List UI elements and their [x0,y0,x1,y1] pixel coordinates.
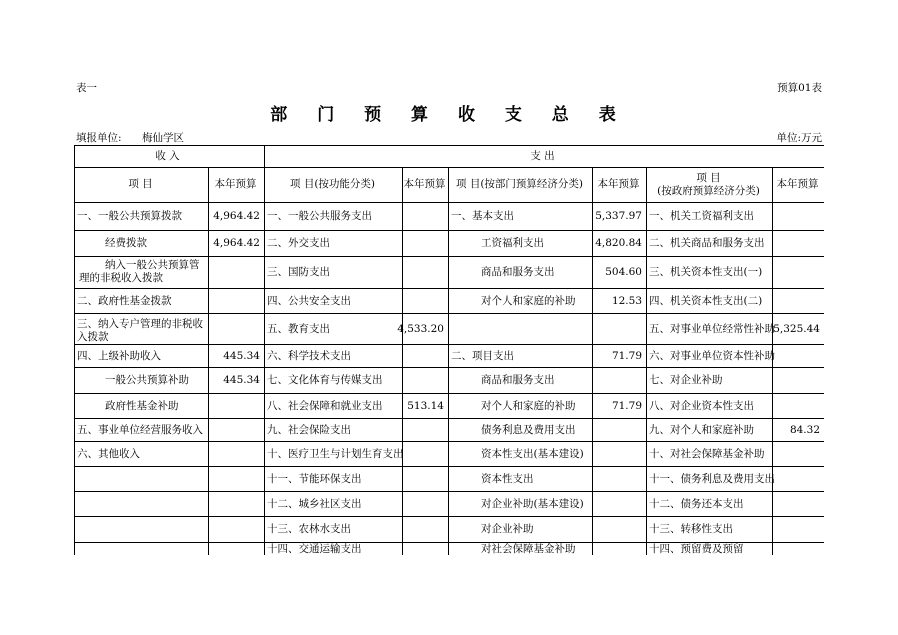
budget-item: 十二、债务还本支出 [649,497,744,510]
budget-item: 一般公共预算补助 [105,374,189,386]
budget-table [74,145,824,555]
budget-item: 十四、预留费及预留 [649,542,744,555]
budget-amount: 445.34 [223,374,260,386]
budget-item: 四、公共安全支出 [267,294,351,307]
budget-item: 商品和服务支出 [481,374,555,386]
budget-amount: 445.34 [223,349,260,362]
budget-item: 四、上级补助收入 [77,349,161,362]
budget-item: 对个人和家庭的补助 [481,294,576,307]
budget-amount: 71.79 [611,399,642,412]
budget-item: 八、社会保障和就业支出 [267,399,383,412]
budget-item: 二、项目支出 [451,349,514,362]
budget-item: 六、对事业单位资本性补助 [649,349,775,362]
budget-item: 政府性基金补助 [105,399,179,412]
budget-amount: 4,820.84 [595,237,642,249]
budget-amount: 504.60 [605,266,642,278]
budget-amount: 4,964.42 [213,237,260,249]
budget-item: 十、对社会保障基金补助 [649,447,765,460]
budget-amount: 84.32 [789,423,820,436]
budget-item: 三、纳入专户管理的非税收入拨款 [77,318,203,343]
budget-item: 债务利息及费用支出 [481,423,576,436]
unit-label: 填报单位: [76,132,122,144]
budget-item: 二、政府性基金拨款 [77,294,172,307]
table-code-right: 预算01表 [777,82,822,94]
budget-item: 二、外交支出 [267,237,330,249]
budget-item: 一、一般公共服务支出 [267,210,372,222]
column-header: 项 目(按功能分类) [289,178,376,190]
budget-item: 七、文化体育与传媒支出 [267,374,383,386]
budget-item: 纳入一般公共预算管理的非税收入拨款 [79,259,200,284]
table-vline [402,167,403,555]
budget-item: 六、科学技术支出 [267,349,351,362]
budget-item: 一、基本支出 [451,210,514,222]
budget-item: 九、对个人和家庭补助 [649,423,754,436]
page-title: 部 门 预 算 收 支 总 表 [270,105,628,125]
budget-item: 对个人和家庭的补助 [481,399,576,412]
budget-amount: 4,964.42 [213,210,260,222]
currency-unit: 单位:万元 [776,132,822,144]
budget-item: 五、对事业单位经常性补助 [649,322,775,335]
budget-item: 资本性支出 [481,472,534,485]
budget-item: 九、社会保险支出 [267,423,351,436]
column-header: 本年预算 [597,178,640,190]
budget-item: 五、事业单位经营服务收入 [77,423,203,436]
budget-amount: 5,337.97 [595,210,642,222]
budget-item: 三、国防支出 [267,266,330,278]
budget-amount: 5,325.44 [773,322,820,335]
budget-amount: 12.53 [611,294,642,307]
budget-item: 十一、节能环保支出 [267,472,362,485]
column-header: 项 目 (按政府预算经济分类) [657,171,760,197]
budget-item: 对社会保障基金补助 [481,542,576,555]
table-code-left: 表一 [76,82,97,94]
column-header: 本年预算 [214,178,257,190]
budget-item: 十三、农林水支出 [267,523,351,535]
unit-name: 梅仙学区 [142,132,184,144]
budget-item: 对企业补助 [481,523,534,535]
budget-item: 七、对企业补助 [649,374,723,386]
budget-amount: 513.14 [407,399,444,412]
column-header: 项 目 [128,178,153,190]
budget-item: 五、教育支出 [267,322,330,335]
column-header: 本年预算 [776,178,819,190]
budget-item: 十二、城乡社区支出 [267,497,362,510]
group-header-expense: 支 出 [530,150,555,162]
group-header-income: 收 入 [155,150,180,162]
column-header: 本年预算 [403,178,446,190]
column-header: 项 目(按部门预算经济分类) [455,178,584,190]
budget-item: 十、医疗卫生与计划生育支出 [267,447,404,460]
budget-item: 一、一般公共预算拨款 [77,210,182,222]
budget-amount: 71.79 [611,349,642,362]
budget-item: 四、机关资本性支出(二) [649,294,763,307]
budget-item: 二、机关商品和服务支出 [649,237,765,249]
budget-item: 十三、转移性支出 [649,523,733,535]
budget-item: 十四、交通运输支出 [267,542,362,555]
budget-item: 三、机关资本性支出(一) [649,266,763,278]
budget-item: 商品和服务支出 [481,266,555,278]
budget-item: 十一、债务利息及费用支出 [649,472,775,485]
budget-item: 对企业补助(基本建设) [481,497,584,510]
budget-item: 资本性支出(基本建设) [481,447,584,460]
budget-item: 一、机关工资福利支出 [649,210,754,222]
budget-item: 经费拨款 [105,237,147,249]
budget-amount: 4,533.20 [397,322,444,335]
budget-item: 工资福利支出 [481,237,544,249]
budget-item: 八、对企业资本性支出 [649,399,754,412]
budget-item: 六、其他收入 [77,447,140,460]
